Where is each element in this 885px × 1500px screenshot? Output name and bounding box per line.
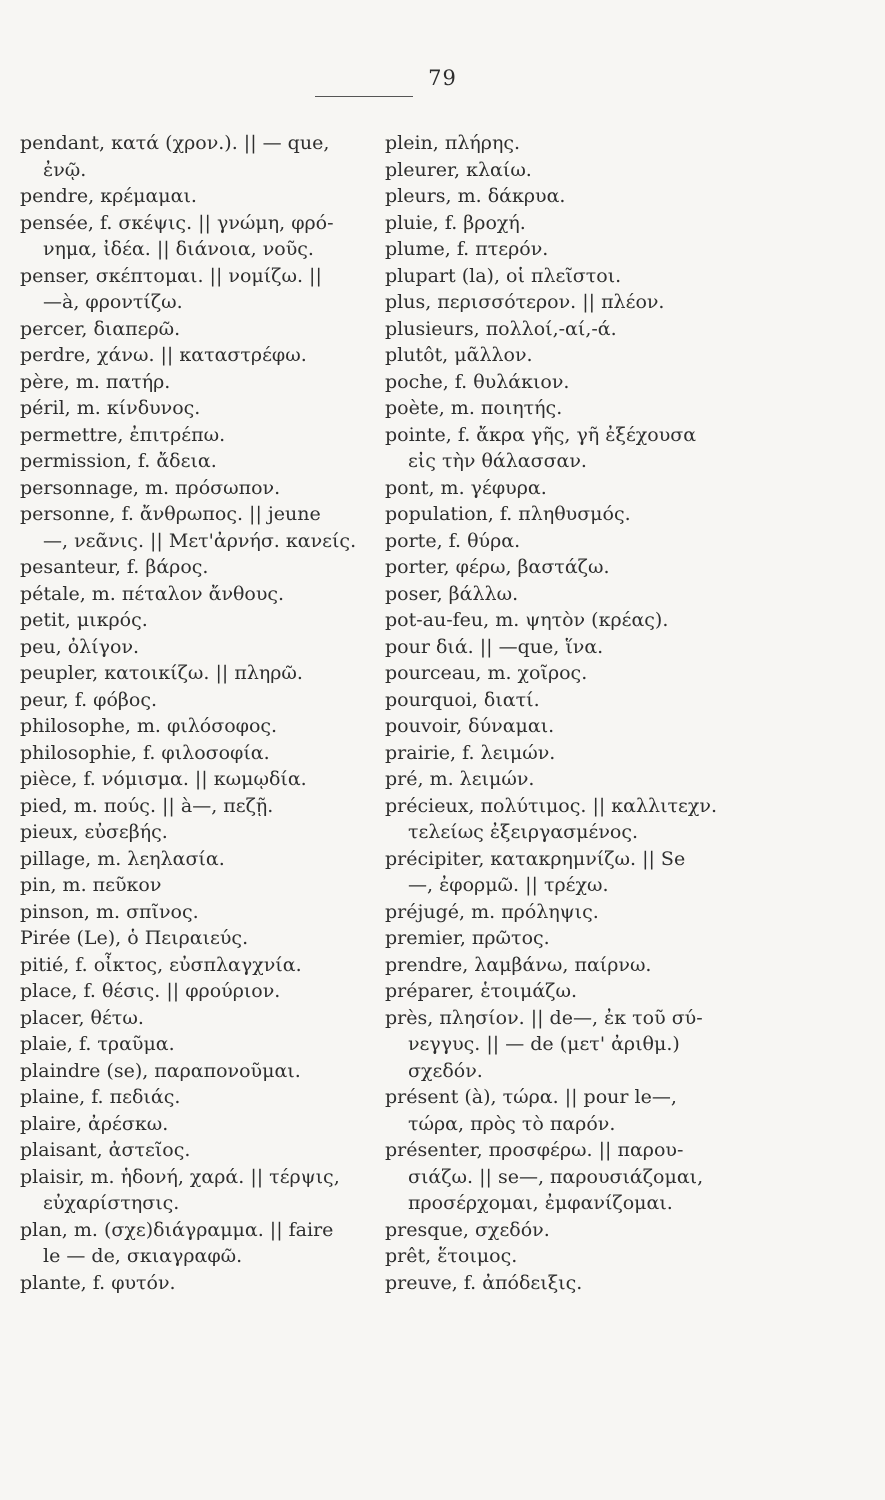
entry-text: pleurer, κλαίω.	[385, 158, 532, 181]
dictionary-entry	[20, 899, 365, 926]
dictionary-entry	[385, 289, 755, 316]
entry-continuation: —, ἐφορμῶ. || τρέχω.	[408, 874, 609, 896]
entry-text: presque, σχεδόν.	[385, 1218, 550, 1241]
dictionary-entry	[385, 316, 755, 343]
dictionary-entry	[20, 1217, 365, 1270]
entry-text: preuve, f. ἀπόδειξις.	[385, 1271, 583, 1294]
entry-text: prêt, ἕτοιμος.	[385, 1245, 518, 1267]
entry-text: philosophie, f. φιλοσοφία.	[20, 741, 270, 764]
dictionary-entry	[385, 501, 755, 528]
entry-text: plaire, ἀρέσκω.	[20, 1112, 169, 1135]
entry-text: peur, f. φόβος.	[20, 688, 157, 711]
entry-text: peupler, κατοικίζω. || πληρῶ.	[20, 662, 303, 684]
entry-continuation: —, νεᾶνις. || Μετ'ἀρνήσ. κανείς.	[43, 529, 357, 552]
entry-continuation: προσέρχομαι, ἐμφανίζομαι.	[408, 1192, 673, 1214]
dictionary-entry	[385, 660, 755, 687]
dictionary-entry	[20, 422, 365, 449]
entry-continuation: νημα, ἰδέα. || διάνοια, νοῦς.	[43, 238, 314, 260]
dictionary-entry	[20, 713, 365, 740]
dictionary-entry	[385, 263, 755, 290]
dictionary-entry	[385, 978, 755, 1005]
dictionary-entry	[385, 210, 755, 237]
dictionary-entry	[20, 1137, 365, 1164]
entry-text: permission, f. ἄδεια.	[20, 450, 217, 472]
entry-text: Pirée (Le), ὁ Πειραιεύς.	[20, 927, 249, 949]
right-column	[385, 130, 755, 1296]
dictionary-entry	[20, 1270, 365, 1297]
entry-text: pitié, f. οἶκτος, εὐσπλαγχνία.	[20, 953, 302, 976]
entry-text: petit, μικρός.	[20, 609, 148, 631]
entry-text: pot-au-feu, m. ψητὸν (κρέας).	[385, 609, 669, 631]
entry-text: philosophe, m. φιλόσοφος.	[20, 715, 278, 737]
dictionary-entry	[385, 342, 755, 369]
entry-text: plusieurs, πολλοί,-αί,-ά.	[385, 317, 617, 340]
dictionary-entry	[20, 793, 365, 820]
entry-text: premier, πρῶτος.	[385, 927, 550, 949]
entry-text: peu, ὀλίγον.	[20, 635, 140, 658]
dictionary-entry	[385, 607, 755, 634]
dictionary-entry	[20, 581, 365, 608]
page-number: 79	[428, 66, 457, 90]
entry-text: plume, f. πτερόν.	[385, 238, 549, 260]
entry-text: plan, m. (σχε)διάγραμμα. || faire	[20, 1218, 334, 1241]
entry-text: pétale, m. πέταλον ἄνθους.	[20, 582, 285, 605]
dictionary-entry	[385, 952, 755, 979]
entry-text: plaie, f. τραῦμα.	[20, 1033, 175, 1055]
entry-text: pensée, f. σκέψις. || γνώμη, φρό-	[20, 211, 334, 234]
dictionary-entry	[20, 183, 365, 210]
dictionary-entry	[20, 1084, 365, 1111]
dictionary-entry	[385, 846, 755, 899]
dictionary-entry	[20, 634, 365, 661]
dictionary-entry	[385, 740, 755, 767]
dictionary-entry	[20, 554, 365, 581]
dictionary-entry	[385, 157, 755, 184]
entry-text: plante, f. φυτόν.	[20, 1271, 176, 1294]
dictionary-entry	[20, 342, 365, 369]
dictionary-entry	[20, 819, 365, 846]
dictionary-entry	[385, 475, 755, 502]
dictionary-entry	[385, 1217, 755, 1244]
dictionary-entry	[20, 448, 365, 475]
entry-text: plaisant, ἀστεῖος.	[20, 1139, 191, 1161]
entry-text: porte, f. θύρα.	[385, 529, 521, 552]
entry-text: prairie, f. λειμών.	[385, 741, 556, 764]
entry-text: plaisir, m. ἡδονή, χαρά. || τέρψις,	[20, 1165, 340, 1188]
entry-text: pieux, εὐσεβής.	[20, 821, 168, 843]
entry-text: pleurs, m. δάκρυα.	[385, 185, 566, 207]
dictionary-entry	[20, 316, 365, 343]
dictionary-entry	[385, 236, 755, 263]
entry-continuation: τώρα, πρὸς τὸ παρόν.	[408, 1112, 616, 1135]
entry-text: plaine, f. πεδιάς.	[20, 1086, 181, 1108]
dictionary-entry	[20, 978, 365, 1005]
entry-text: père, m. πατήρ.	[20, 370, 171, 393]
entry-text: pendre, κρέμαμαι.	[20, 185, 197, 207]
entry-text: pinson, m. σπῖνος.	[20, 900, 199, 923]
dictionary-entry	[20, 210, 365, 263]
dictionary-entry	[385, 1243, 755, 1270]
entry-text: pluie, f. βροχή.	[385, 211, 526, 234]
entry-continuation: le — de, σκιαγραφῶ.	[43, 1245, 243, 1267]
dictionary-entry	[385, 687, 755, 714]
entry-continuation: τελείως ἐξειργασμένος.	[408, 821, 639, 843]
entry-text: population, f. πληθυσμός.	[385, 503, 631, 525]
dictionary-entry	[20, 395, 365, 422]
entry-text: poche, f. θυλάκιον.	[385, 370, 570, 393]
entry-text: pour διά. || —que, ἵνα.	[385, 635, 604, 658]
entry-text: pourquoi, διατί.	[385, 688, 540, 711]
entry-text: plein, πλήρης.	[385, 132, 521, 154]
entry-text: pendant, κατά (χρον.). || — que,	[20, 132, 330, 154]
entry-text: présenter, προσφέρω. || παρου-	[385, 1139, 684, 1161]
entry-continuation: —à, φροντίζω.	[43, 291, 183, 313]
dictionary-entry	[385, 1270, 755, 1297]
dictionary-entry	[385, 1137, 755, 1217]
dictionary-entry	[385, 183, 755, 210]
dictionary-entry	[385, 634, 755, 661]
entry-text: permettre, ἐπιτρέπω.	[20, 423, 226, 446]
entry-text: personnage, m. πρόσωπον.	[20, 476, 281, 499]
dictionary-entry	[385, 554, 755, 581]
dictionary-entry	[20, 1005, 365, 1032]
entry-text: percer, διαπερῶ.	[20, 317, 181, 340]
entry-text: préjugé, m. πρόληψις.	[385, 900, 599, 923]
entry-text: péril, m. κίνδυνος.	[20, 397, 201, 419]
dictionary-entry	[20, 130, 365, 183]
dictionary-entry	[20, 501, 365, 554]
entry-text: pourceau, m. χοῖρος.	[385, 662, 588, 684]
entry-text: penser, σκέπτομαι. || νομίζω. ||	[20, 264, 322, 287]
entry-text: plus, περισσότερον. || πλέον.	[385, 291, 665, 313]
dictionary-entry	[385, 528, 755, 555]
dictionary-entry	[20, 846, 365, 873]
entry-text: poser, βάλλω.	[385, 582, 519, 605]
page-number-rule	[315, 96, 413, 97]
entry-text: pied, m. πούς. || à—, πεζῇ.	[20, 794, 274, 817]
dictionary-entry	[20, 1058, 365, 1085]
entry-continuation: εἰς τὴν θάλασσαν.	[408, 450, 587, 472]
entry-text: précieux, πολύτιμος. || καλλιτεχν.	[385, 794, 718, 817]
entry-text: pointe, f. ἄκρα γῆς, γῆ ἐξέχουσα	[385, 423, 697, 446]
dictionary-entry	[20, 475, 365, 502]
dictionary-entry	[20, 1164, 365, 1217]
entry-text: prendre, λαμβάνω, παίρνω.	[385, 953, 652, 976]
dictionary-entry	[20, 766, 365, 793]
dictionary-entry	[385, 422, 755, 475]
entry-text: près, πλησίον. || de—, ἐκ τοῦ σύ-	[385, 1006, 703, 1029]
entry-continuation: σχεδόν.	[408, 1059, 483, 1082]
dictionary-entry	[385, 130, 755, 157]
dictionary-entry	[20, 925, 365, 952]
dictionary-entry	[20, 687, 365, 714]
entry-text: porter, φέρω, βαστάζω.	[385, 556, 610, 578]
dictionary-entry	[20, 952, 365, 979]
entry-text: place, f. θέσις. || φρούριον.	[20, 980, 281, 1002]
entry-continuation: σιάζω. || se—, παρουσιάζομαι,	[408, 1165, 704, 1188]
entry-text: perdre, χάνω. || καταστρέφω.	[20, 344, 307, 366]
entry-text: présent (à), τώρα. || pour le—,	[385, 1086, 677, 1108]
dictionary-entry	[20, 1031, 365, 1058]
dictionary-entry	[20, 369, 365, 396]
dictionary-entry	[385, 713, 755, 740]
dictionary-entry	[20, 1111, 365, 1138]
entry-text: placer, θέτω.	[20, 1006, 144, 1029]
entry-text: préparer, ἑτοιμάζω.	[385, 980, 577, 1002]
entry-continuation: ἐνῷ.	[43, 158, 87, 181]
entry-text: pouvoir, δύναμαι.	[385, 715, 555, 737]
entry-text: pré, m. λειμών.	[385, 768, 535, 790]
entry-text: précipiter, κατακρημνίζω. || Se	[385, 847, 686, 870]
dictionary-entry	[20, 872, 365, 899]
dictionary-entry	[385, 581, 755, 608]
entry-text: plutôt, μᾶλλον.	[385, 344, 533, 366]
left-column	[20, 130, 365, 1296]
entry-text: pin, m. πεῦκον	[20, 874, 162, 896]
entry-text: pesanteur, f. βάρος.	[20, 556, 209, 578]
entry-continuation: νεγγυς. || — de (μετ' ἀριθμ.)	[408, 1033, 680, 1055]
entry-text: pont, m. γέφυρα.	[385, 476, 547, 499]
entry-text: poète, m. ποιητής.	[385, 397, 563, 419]
dictionary-entry	[20, 740, 365, 767]
dictionary-entry	[20, 263, 365, 316]
dictionary-entry	[20, 660, 365, 687]
dictionary-entry	[385, 1084, 755, 1137]
entry-continuation: εὐχαρίστησις.	[43, 1192, 180, 1214]
dictionary-entry	[385, 766, 755, 793]
dictionary-entry	[385, 1005, 755, 1085]
entry-text: personne, f. ἄνθρωπος. || jeune	[20, 503, 321, 525]
entry-text: pièce, f. νόμισμα. || κωμῳδία.	[20, 768, 307, 790]
dictionary-entry	[385, 793, 755, 846]
dictionary-entry	[385, 395, 755, 422]
entry-text: plupart (la), οἱ πλεῖστοι.	[385, 264, 622, 287]
dictionary-entry	[385, 899, 755, 926]
dictionary-entry	[385, 369, 755, 396]
dictionary-entry	[20, 607, 365, 634]
entry-text: pillage, m. λεηλασία.	[20, 847, 225, 870]
entry-text: plaindre (se), παραπονοῦμαι.	[20, 1059, 301, 1082]
dictionary-entry	[385, 925, 755, 952]
